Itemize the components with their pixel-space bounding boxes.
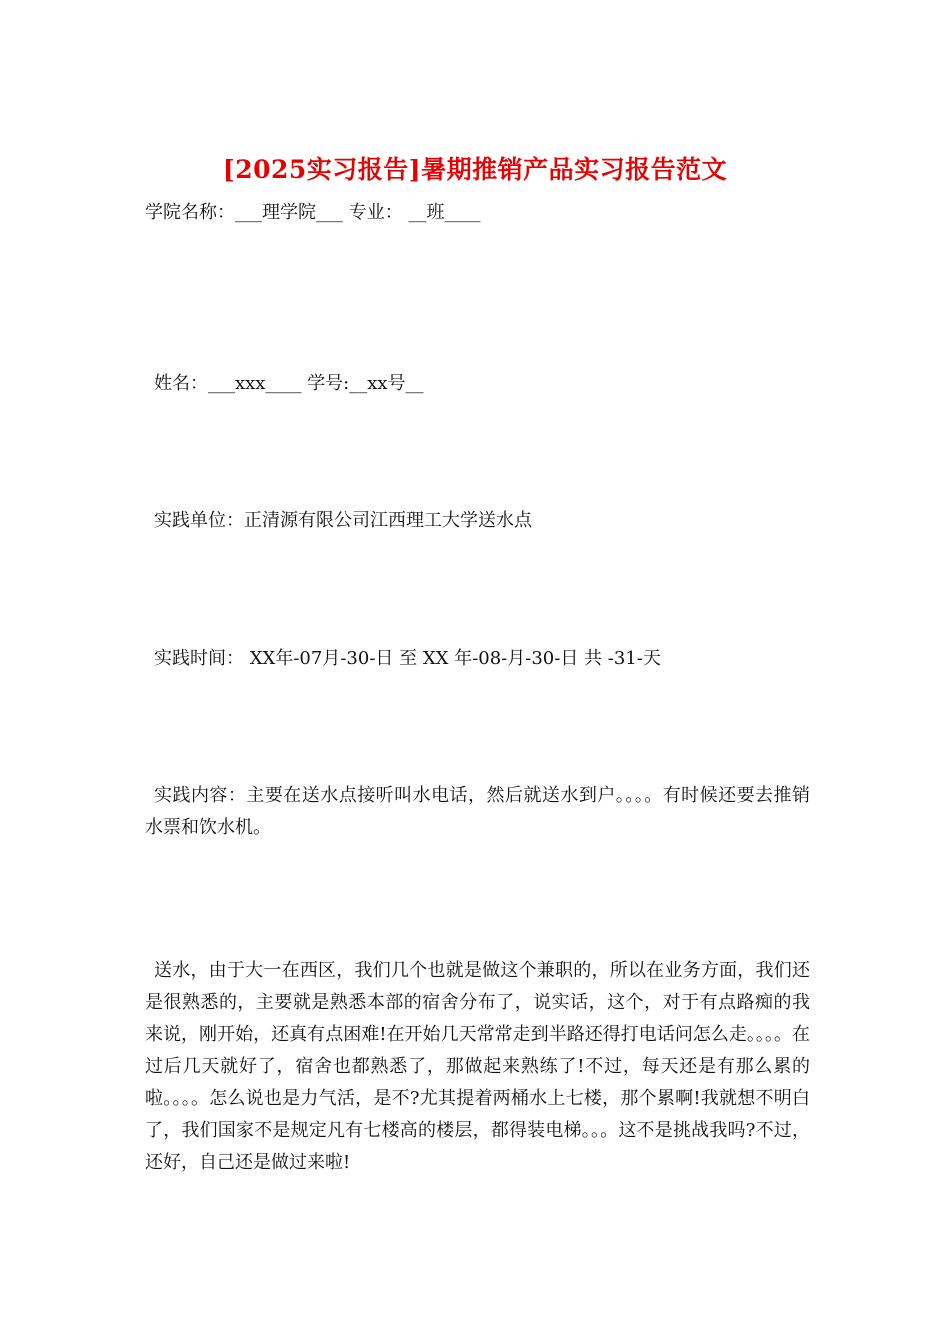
college-major-line: 学院名称：___理学院___ 专业： __班____	[145, 202, 481, 223]
student-name-number-line: 姓名：___xxx____ 学号:__xx号__	[154, 373, 424, 394]
body-paragraph: 送水，由于大一在西区，我们几个也就是做这个兼职的，所以在业务方面，我们还是很熟悉的，主要就是熟悉本部的宿舍分布了，说实话，这个，对于有点路痴的我来说，刚开始，还真有点困难!在开始几天常常走到半路还得打电话问怎么走。。。。在过后几天就好了，宿舍也都熟悉了，那做起来熟练了!不过，每天还是有那么累的啦。。。。怎么说也是力气活，是不?尤其提着两桶水上七楼，那个累啊!我就想不明白了，我们国家不是规定凡有七楼高的楼层，都得装电梯。。。这不是挑战我吗?不过，还好，自己还是做过来啦!	[145, 960, 810, 1173]
document-title: [2025实习报告]暑期推销产品实习报告范文	[222, 155, 728, 184]
practice-time-line: 实践时间： XX年-07月-30-日 至 XX 年-08-月-30-日 共 -31-天	[154, 648, 661, 669]
practice-unit-line: 实践单位：正清源有限公司江西理工大学送水点	[154, 510, 532, 531]
practice-content-paragraph: 实践内容：主要在送水点接听叫水电话，然后就送水到户。。。。有时候还要去推销水票和饮水机。	[145, 785, 810, 838]
